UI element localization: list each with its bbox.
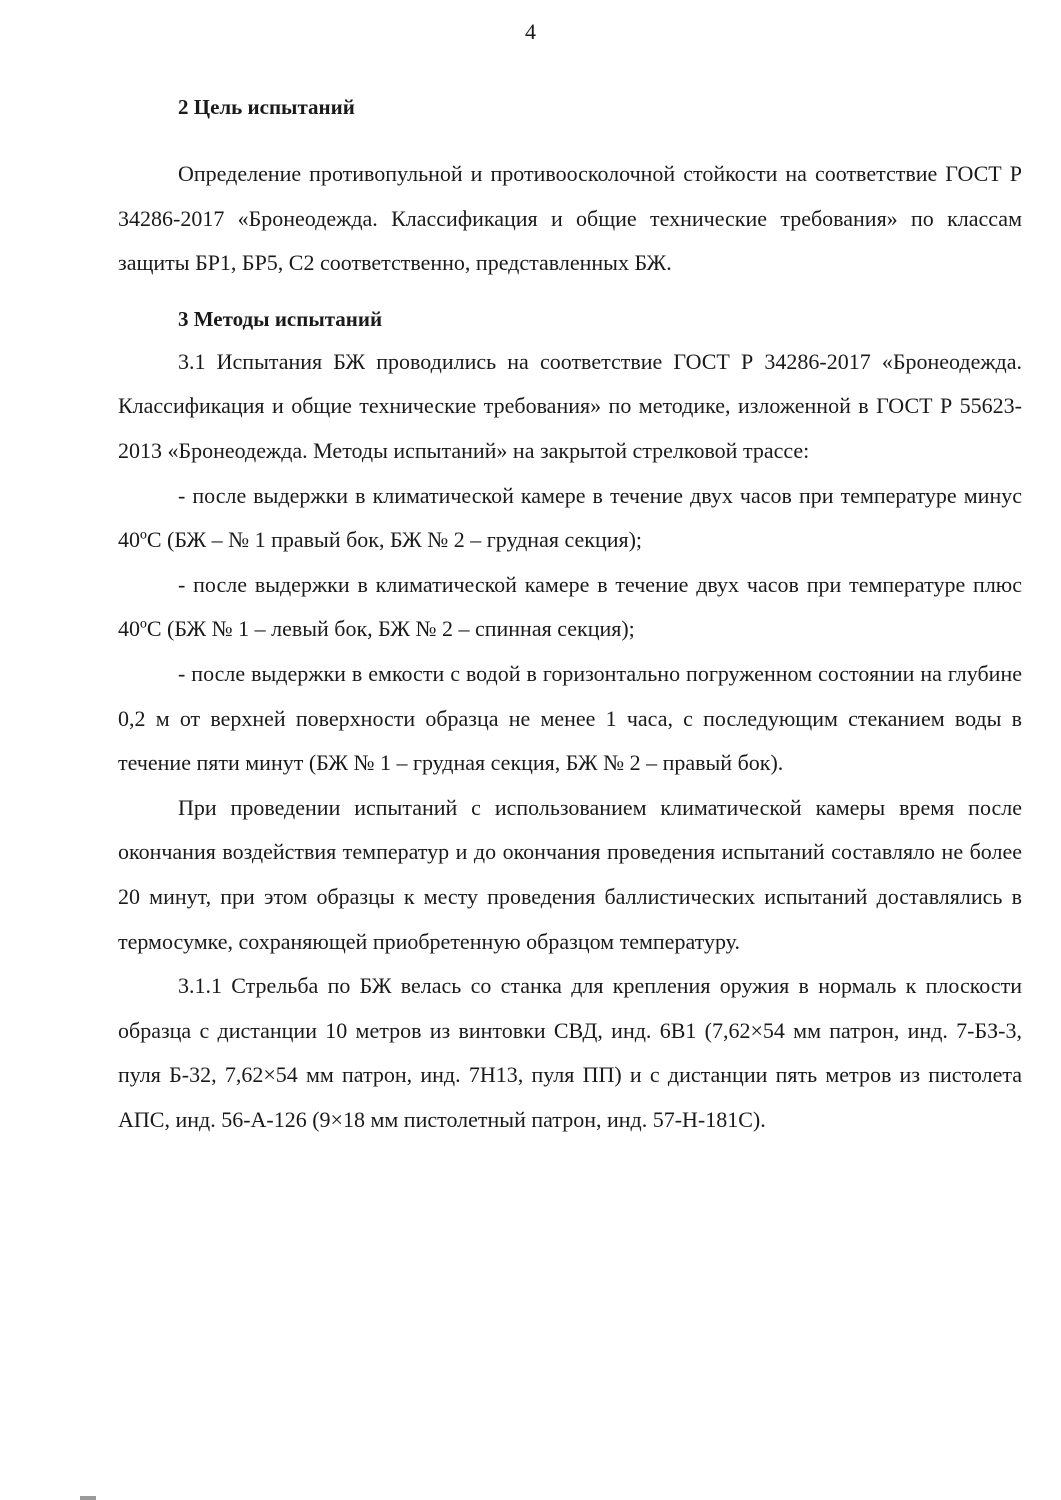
section-3-heading: 3 Методы испытаний [178, 306, 383, 331]
condition-water-item: - после выдержки в емкости с водой в горизонтально погруженном состоянии на глубине 0,2 м от верхней поверхности образца не менее 1 часа, с последующим стеканием воды в течение пяти минут (БЖ № 1 – грудная секция, БЖ № 2 – правый бок). [118, 660, 1022, 776]
scan-artifact-mark [80, 1496, 96, 1500]
section-3-1-paragraph: 3.1 Испытания БЖ проводились на соответствие ГОСТ Р 34286-2017 «Бронеодежда. Классификация и общие технические требования» по методике, изложенной в ГОСТ Р 55623-2013 «Бронеодежда. Методы испытаний» на закрытой стрелковой трассе: [118, 348, 1022, 463]
climate-chamber-note-paragraph: При проведении испытаний с использованием климатической камеры время после окончания воздействия температур и до окончания проведения испытаний составляло не более 20 минут, при этом образцы к месту проведения баллистических испытаний доставлялись в термосумке, сохраняющей приобретенную образцом температуру. [118, 794, 1022, 954]
section-2-paragraph: Определение противопульной и противоосколочной стойкости на соответствие ГОСТ Р 34286-2017 «Бронеодежда. Классификация и общие технические требования» по классам защиты БР1, БР5, С2 соответственно, представленных БЖ. [118, 161, 1022, 276]
condition-cold-item: - после выдержки в климатической камере в течение двух часов при температуре минус 40ºС (БЖ – № 1 правый бок, БЖ № 2 – грудная секция); [118, 482, 1022, 553]
section-2-heading: 2 Цель испытаний [178, 95, 355, 119]
condition-heat-item: - после выдержки в климатической камере в течение двух часов при температуре плюс 40ºС (БЖ № 1 – левый бок, БЖ № 2 – спинная секция); [118, 571, 1022, 642]
document-body [118, 92, 1022, 1142]
page-number: 4 [525, 19, 536, 44]
section-3-1-1-paragraph: 3.1.1 Стрельба по БЖ велась со станка для крепления оружия в нормаль к плоскости образца с дистанции 10 метров из винтовки СВД, инд. 6В1 (7,62×54 мм патрон, инд. 7-БЗ-3, пуля Б-32, 7,62×54 мм патрон, инд. 7Н13, пуля ПП) и с дистанции пять метров из пистолета АПС, инд. 56-А-126 (9×18 мм пистолетный патрон, инд. 57-Н-181С). [118, 973, 1022, 1132]
